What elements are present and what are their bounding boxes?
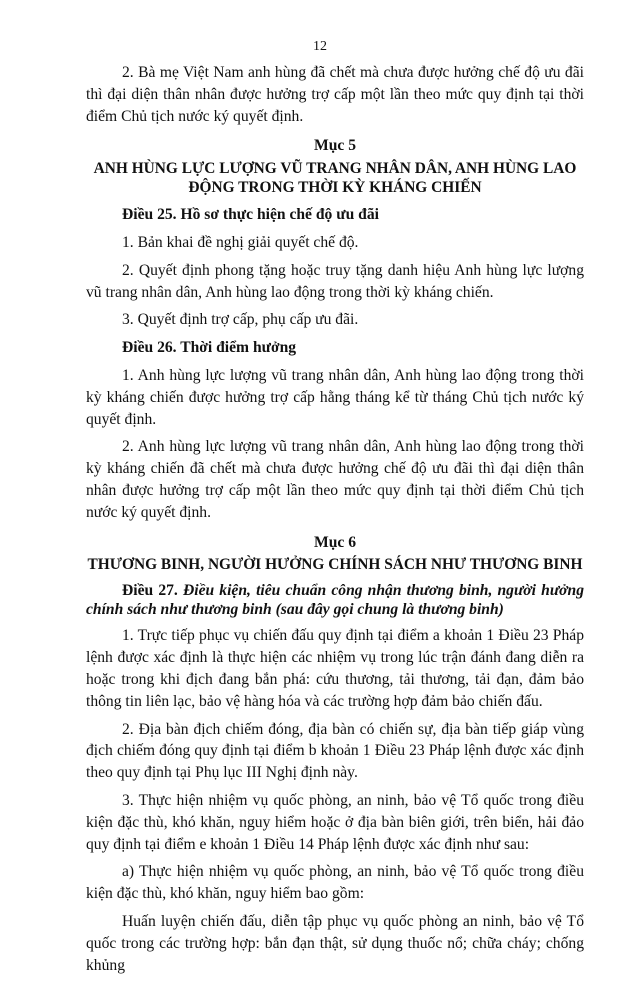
article-27-clause-2: 2. Địa bàn địch chiếm đóng, địa bàn có chiến sự, địa bàn tiếp giáp vùng địch chiếm đóng quy định tại điểm b khoản 1 Điều 23 Pháp lệnh được xác định theo quy định tại Phụ lục III Nghị định này.: [86, 720, 584, 782]
article-heading-25: Điều 25. Hồ sơ thực hiện chế độ ưu đãi: [122, 206, 379, 224]
article-27-clause-3a-text: Huấn luyện chiến đấu, diễn tập phục vụ quốc phòng an ninh, bảo vệ Tổ quốc trong các trường hợp: bắn đạn thật, sử dụng thuốc nổ; chữa cháy; chống khủng: [86, 912, 584, 974]
article-26-clause-2: 2. Anh hùng lực lượng vũ trang nhân dân, Anh hùng lao động trong thời kỳ kháng chiến đã chết mà chưa được hưởng chế độ ưu đãi thì đại diện thân nhân được hưởng trợ cấp một lần theo mức quy định tại thời điểm Chủ tịch nước ký quyết định.: [86, 438, 584, 521]
article-27-clause-1: 1. Trực tiếp phục vụ chiến đấu quy định tại điểm a khoản 1 Điều 23 Pháp lệnh được xác định là thực hiện các nhiệm vụ trong lúc trận đánh đang diễn ra hoặc trong khi địch đang bắn phá: cứu thương, tải thương, tải đạn, đảm bảo thông tin liên lạc, bảo vệ hàng hóa và các trường hợp đảm bảo chiến đấu.: [86, 627, 584, 710]
section-label-muc-5: Mục 5: [313, 137, 356, 155]
article-25-clause-1: 1. Bản khai đề nghị giải quyết chế độ.: [122, 233, 359, 251]
article-25-clause-2: 2. Quyết định phong tặng hoặc truy tặng danh hiệu Anh hùng lực lượng vũ trang nhân dân, Anh hùng lao động trong thời kỳ kháng chiến.: [86, 261, 584, 301]
article-27-title: Điều kiện, tiêu chuẩn công nhận thương binh, người hưởng chính sách như thương binh (sau đây gọi chung là thương binh): [86, 582, 584, 619]
page-number: 12: [313, 39, 327, 54]
document-body: [86, 62, 584, 982]
article-heading-27: [86, 581, 584, 619]
section-title-muc-5: ANH HÙNG LỰC LƯỢNG VŨ TRANG NHÂN DÂN, ANH HÙNG LAO ĐỘNG TRONG THỜI KỲ KHÁNG CHIẾN: [93, 160, 577, 197]
article-27-clause-3: 3. Thực hiện nhiệm vụ quốc phòng, an ninh, bảo vệ Tổ quốc trong điều kiện đặc thù, khó khăn, nguy hiểm hoặc ở địa bàn biên giới, trên biển, hải đảo quy định tại điểm e khoản 1 Điều 14 Pháp lệnh được xác định như sau:: [86, 791, 584, 853]
article-heading-26: Điều 26. Thời điểm hưởng: [122, 339, 297, 357]
paragraph-intro: 2. Bà mẹ Việt Nam anh hùng đã chết mà chưa được hưởng chế độ ưu đãi thì đại diện thân nhân được hưởng trợ cấp một lần theo mức quy định tại thời điểm Chủ tịch nước ký quyết định.: [86, 64, 584, 125]
article-27-clause-3a: a) Thực hiện nhiệm vụ quốc phòng, an ninh, bảo vệ Tổ quốc trong điều kiện đặc thù, khó khăn, nguy hiểm bao gồm:: [86, 863, 584, 903]
article-27-number: Điều 27.: [122, 582, 178, 600]
article-26-clause-1: 1. Anh hùng lực lượng vũ trang nhân dân, Anh hùng lao động trong thời kỳ kháng chiến được hưởng trợ cấp hằng tháng kể từ tháng Chủ tịch nước ký quyết định.: [86, 366, 584, 428]
section-title-muc-6: THƯƠNG BINH, NGƯỜI HƯỞNG CHÍNH SÁCH NHƯ THƯƠNG BINH: [87, 556, 583, 574]
article-25-clause-3: 3. Quyết định trợ cấp, phụ cấp ưu đãi.: [122, 311, 359, 329]
section-label-muc-6: Mục 6: [313, 533, 356, 551]
